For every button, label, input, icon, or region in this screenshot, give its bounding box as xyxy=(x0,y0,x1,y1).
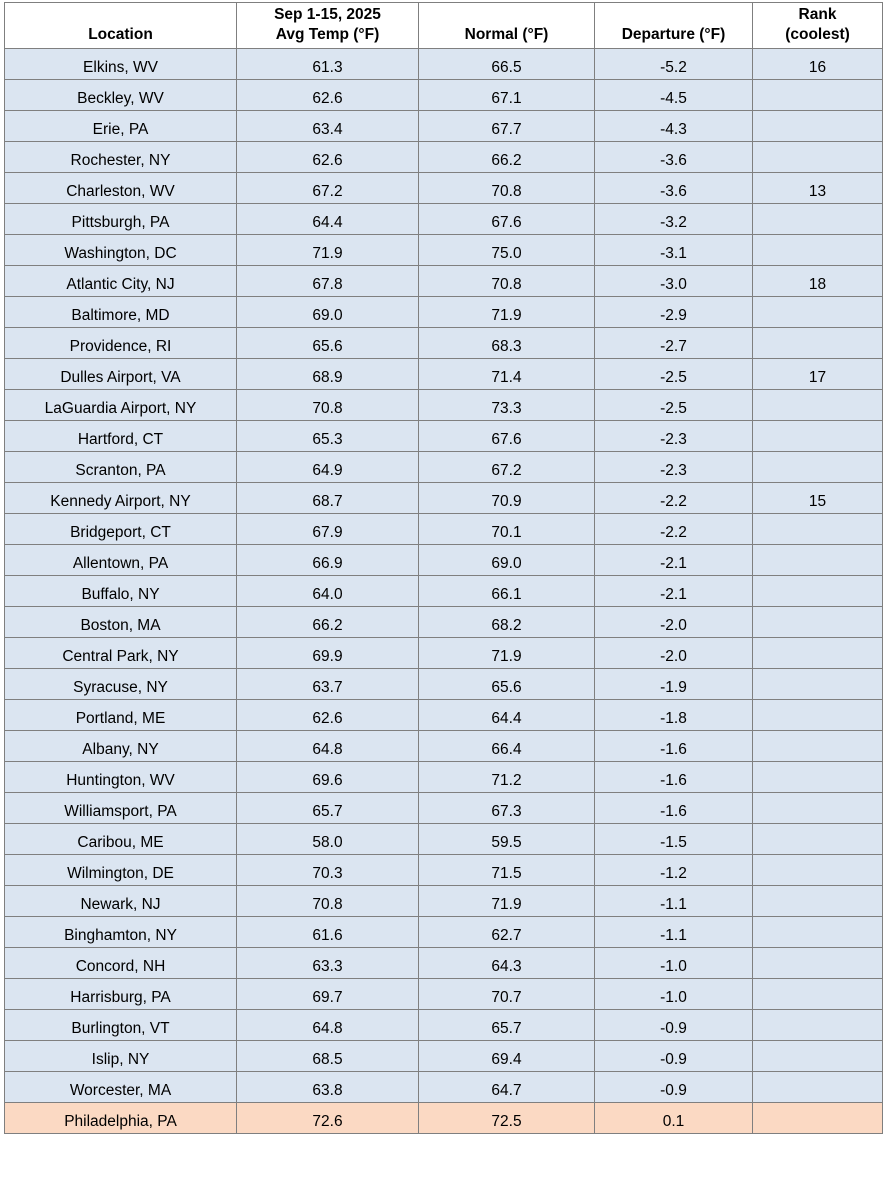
cell-avg-temp[interactable]: 65.7 xyxy=(237,792,419,823)
cell-rank[interactable] xyxy=(753,327,883,358)
cell-normal[interactable]: 59.5 xyxy=(419,823,595,854)
cell-departure[interactable]: 0.1 xyxy=(595,1102,753,1133)
cell-avg-temp[interactable]: 64.8 xyxy=(237,1009,419,1040)
cell-departure[interactable]: -3.0 xyxy=(595,265,753,296)
cell-avg-temp[interactable]: 62.6 xyxy=(237,79,419,110)
table-row[interactable] xyxy=(5,48,883,79)
cell-normal[interactable]: 70.8 xyxy=(419,265,595,296)
table-row[interactable] xyxy=(5,978,883,1009)
cell-normal[interactable]: 65.7 xyxy=(419,1009,595,1040)
table-row[interactable] xyxy=(5,79,883,110)
table-row[interactable] xyxy=(5,1102,883,1133)
column-header-avg-temp[interactable] xyxy=(237,3,419,49)
cell-location[interactable]: Washington, DC xyxy=(5,234,237,265)
cell-avg-temp[interactable]: 63.3 xyxy=(237,947,419,978)
column-header-departure[interactable] xyxy=(595,3,753,49)
cell-location[interactable]: Philadelphia, PA xyxy=(5,1102,237,1133)
cell-location[interactable]: Bridgeport, CT xyxy=(5,513,237,544)
cell-rank[interactable] xyxy=(753,1040,883,1071)
column-header-rank[interactable] xyxy=(753,3,883,49)
cell-rank[interactable] xyxy=(753,761,883,792)
cell-avg-temp[interactable]: 68.7 xyxy=(237,482,419,513)
column-header-line xyxy=(598,5,749,25)
cell-departure[interactable]: -1.9 xyxy=(595,668,753,699)
cell-departure[interactable]: -2.3 xyxy=(595,420,753,451)
cell-departure[interactable]: -0.9 xyxy=(595,1040,753,1071)
cell-location[interactable]: Burlington, VT xyxy=(5,1009,237,1040)
cell-avg-temp[interactable]: 64.8 xyxy=(237,730,419,761)
cell-departure[interactable]: -3.6 xyxy=(595,172,753,203)
cell-departure[interactable]: -1.1 xyxy=(595,885,753,916)
table-row[interactable] xyxy=(5,668,883,699)
cell-rank[interactable] xyxy=(753,203,883,234)
table-row[interactable] xyxy=(5,575,883,606)
cell-rank[interactable] xyxy=(753,668,883,699)
cell-normal[interactable]: 72.5 xyxy=(419,1102,595,1133)
cell-location[interactable]: Worcester, MA xyxy=(5,1071,237,1102)
cell-avg-temp[interactable]: 65.3 xyxy=(237,420,419,451)
cell-normal[interactable]: 67.6 xyxy=(419,203,595,234)
column-header-line xyxy=(8,5,233,25)
table-row[interactable] xyxy=(5,792,883,823)
column-header-line: Normal (°F) xyxy=(464,26,549,44)
cell-departure[interactable]: -2.2 xyxy=(595,513,753,544)
cell-avg-temp[interactable]: 61.6 xyxy=(237,916,419,947)
cell-location[interactable]: Hartford, CT xyxy=(5,420,237,451)
cell-normal[interactable]: 69.4 xyxy=(419,1040,595,1071)
cell-avg-temp[interactable]: 70.3 xyxy=(237,854,419,885)
cell-location[interactable]: Atlantic City, NJ xyxy=(5,265,237,296)
cell-avg-temp[interactable]: 68.5 xyxy=(237,1040,419,1071)
cell-normal[interactable]: 64.3 xyxy=(419,947,595,978)
cell-departure[interactable]: -3.1 xyxy=(595,234,753,265)
cell-avg-temp[interactable]: 72.6 xyxy=(237,1102,419,1133)
table-row[interactable] xyxy=(5,854,883,885)
table-row[interactable] xyxy=(5,482,883,513)
cell-departure[interactable]: -2.2 xyxy=(595,482,753,513)
cell-normal[interactable]: 71.9 xyxy=(419,296,595,327)
table-row[interactable] xyxy=(5,513,883,544)
column-header-line: Rank xyxy=(798,6,837,23)
cell-location[interactable]: Huntington, WV xyxy=(5,761,237,792)
cell-rank[interactable]: 13 xyxy=(753,172,883,203)
cell-departure[interactable]: -1.0 xyxy=(595,978,753,1009)
cell-departure[interactable]: -2.0 xyxy=(595,637,753,668)
cell-avg-temp[interactable]: 69.7 xyxy=(237,978,419,1009)
cell-location[interactable]: Erie, PA xyxy=(5,110,237,141)
cell-location[interactable]: LaGuardia Airport, NY xyxy=(5,389,237,420)
cell-avg-temp[interactable]: 64.9 xyxy=(237,451,419,482)
cell-rank[interactable] xyxy=(753,916,883,947)
cell-normal[interactable]: 70.7 xyxy=(419,978,595,1009)
cell-rank[interactable] xyxy=(753,792,883,823)
cell-rank[interactable] xyxy=(753,110,883,141)
cell-avg-temp[interactable]: 62.6 xyxy=(237,699,419,730)
cell-rank[interactable] xyxy=(753,947,883,978)
table-row[interactable] xyxy=(5,916,883,947)
cell-rank[interactable] xyxy=(753,575,883,606)
cell-departure[interactable]: -1.1 xyxy=(595,916,753,947)
cell-rank[interactable] xyxy=(753,389,883,420)
column-header-line: Location xyxy=(88,26,153,44)
cell-location[interactable]: Kennedy Airport, NY xyxy=(5,482,237,513)
table-body xyxy=(5,48,883,1133)
cell-normal[interactable]: 70.1 xyxy=(419,513,595,544)
cell-rank[interactable]: 17 xyxy=(753,358,883,389)
cell-departure[interactable]: -2.1 xyxy=(595,544,753,575)
cell-normal[interactable]: 66.1 xyxy=(419,575,595,606)
cell-avg-temp[interactable]: 70.8 xyxy=(237,389,419,420)
cell-normal[interactable]: 69.0 xyxy=(419,544,595,575)
table-row[interactable] xyxy=(5,451,883,482)
cell-location[interactable]: Newark, NJ xyxy=(5,885,237,916)
cell-location[interactable]: Syracuse, NY xyxy=(5,668,237,699)
cell-normal[interactable]: 64.7 xyxy=(419,1071,595,1102)
table-row[interactable] xyxy=(5,761,883,792)
cell-normal[interactable]: 64.4 xyxy=(419,699,595,730)
table-row[interactable] xyxy=(5,358,883,389)
cell-departure[interactable]: -2.7 xyxy=(595,327,753,358)
cell-normal[interactable]: 62.7 xyxy=(419,916,595,947)
cell-avg-temp[interactable]: 62.6 xyxy=(237,141,419,172)
cell-departure[interactable]: -1.0 xyxy=(595,947,753,978)
cell-rank[interactable] xyxy=(753,730,883,761)
cell-normal[interactable]: 70.9 xyxy=(419,482,595,513)
cell-departure[interactable]: -4.5 xyxy=(595,79,753,110)
cell-avg-temp[interactable]: 63.8 xyxy=(237,1071,419,1102)
cell-rank[interactable] xyxy=(753,1071,883,1102)
cell-rank[interactable] xyxy=(753,885,883,916)
cell-departure[interactable]: -2.5 xyxy=(595,389,753,420)
cell-avg-temp[interactable]: 70.8 xyxy=(237,885,419,916)
cell-location[interactable]: Pittsburgh, PA xyxy=(5,203,237,234)
cell-normal[interactable]: 67.6 xyxy=(419,420,595,451)
cell-avg-temp[interactable]: 63.7 xyxy=(237,668,419,699)
temperature-table xyxy=(4,2,883,1134)
cell-avg-temp[interactable]: 67.2 xyxy=(237,172,419,203)
cell-avg-temp[interactable]: 67.8 xyxy=(237,265,419,296)
column-header-normal[interactable] xyxy=(419,3,595,49)
table-row[interactable] xyxy=(5,296,883,327)
table-row[interactable] xyxy=(5,544,883,575)
cell-location[interactable]: Concord, NH xyxy=(5,947,237,978)
cell-departure[interactable]: -2.9 xyxy=(595,296,753,327)
cell-avg-temp[interactable]: 64.0 xyxy=(237,575,419,606)
cell-rank[interactable] xyxy=(753,606,883,637)
cell-normal[interactable]: 68.2 xyxy=(419,606,595,637)
cell-rank[interactable] xyxy=(753,234,883,265)
cell-location[interactable]: Portland, ME xyxy=(5,699,237,730)
cell-location[interactable]: Islip, NY xyxy=(5,1040,237,1071)
cell-location[interactable]: Central Park, NY xyxy=(5,637,237,668)
cell-rank[interactable] xyxy=(753,544,883,575)
cell-rank[interactable]: 15 xyxy=(753,482,883,513)
cell-location[interactable]: Boston, MA xyxy=(5,606,237,637)
cell-rank[interactable] xyxy=(753,296,883,327)
table-row[interactable] xyxy=(5,699,883,730)
cell-normal[interactable]: 67.2 xyxy=(419,451,595,482)
cell-avg-temp[interactable]: 69.6 xyxy=(237,761,419,792)
cell-departure[interactable]: -2.0 xyxy=(595,606,753,637)
cell-avg-temp[interactable]: 68.9 xyxy=(237,358,419,389)
cell-normal[interactable]: 71.5 xyxy=(419,854,595,885)
cell-location[interactable]: Albany, NY xyxy=(5,730,237,761)
cell-normal[interactable]: 71.4 xyxy=(419,358,595,389)
cell-avg-temp[interactable]: 69.0 xyxy=(237,296,419,327)
cell-departure[interactable]: -0.9 xyxy=(595,1009,753,1040)
cell-location[interactable]: Williamsport, PA xyxy=(5,792,237,823)
table-row[interactable] xyxy=(5,823,883,854)
cell-avg-temp[interactable]: 66.2 xyxy=(237,606,419,637)
cell-avg-temp[interactable]: 58.0 xyxy=(237,823,419,854)
cell-normal[interactable]: 65.6 xyxy=(419,668,595,699)
cell-departure[interactable]: -1.6 xyxy=(595,730,753,761)
cell-normal[interactable]: 66.5 xyxy=(419,48,595,79)
cell-departure[interactable]: -2.5 xyxy=(595,358,753,389)
table-row[interactable] xyxy=(5,637,883,668)
table-row[interactable] xyxy=(5,730,883,761)
cell-rank[interactable] xyxy=(753,637,883,668)
cell-departure[interactable]: -1.6 xyxy=(595,792,753,823)
table-row[interactable] xyxy=(5,947,883,978)
cell-departure[interactable]: -1.8 xyxy=(595,699,753,730)
cell-rank[interactable] xyxy=(753,854,883,885)
table-row[interactable] xyxy=(5,389,883,420)
table-row[interactable] xyxy=(5,110,883,141)
cell-location[interactable]: Baltimore, MD xyxy=(5,296,237,327)
cell-location[interactable]: Providence, RI xyxy=(5,327,237,358)
cell-rank[interactable]: 16 xyxy=(753,48,883,79)
cell-normal[interactable]: 66.2 xyxy=(419,141,595,172)
cell-location[interactable]: Rochester, NY xyxy=(5,141,237,172)
cell-rank[interactable] xyxy=(753,823,883,854)
cell-location[interactable]: Elkins, WV xyxy=(5,48,237,79)
cell-avg-temp[interactable]: 66.9 xyxy=(237,544,419,575)
table-row[interactable] xyxy=(5,885,883,916)
cell-departure[interactable]: -1.6 xyxy=(595,761,753,792)
column-header-line: Sep 1-15, 2025 xyxy=(274,6,381,23)
cell-normal[interactable]: 71.9 xyxy=(419,637,595,668)
table-row[interactable] xyxy=(5,1040,883,1071)
column-header-line: Avg Temp (°F) xyxy=(275,26,380,44)
header-row xyxy=(5,3,883,49)
cell-normal[interactable]: 75.0 xyxy=(419,234,595,265)
cell-avg-temp[interactable]: 61.3 xyxy=(237,48,419,79)
cell-location[interactable]: Dulles Airport, VA xyxy=(5,358,237,389)
column-header-location[interactable] xyxy=(5,3,237,49)
cell-departure[interactable]: -1.5 xyxy=(595,823,753,854)
cell-location[interactable]: Allentown, PA xyxy=(5,544,237,575)
cell-normal[interactable]: 73.3 xyxy=(419,389,595,420)
cell-location[interactable]: Caribou, ME xyxy=(5,823,237,854)
cell-rank[interactable] xyxy=(753,451,883,482)
cell-avg-temp[interactable]: 65.6 xyxy=(237,327,419,358)
cell-location[interactable]: Buffalo, NY xyxy=(5,575,237,606)
table-row[interactable] xyxy=(5,1009,883,1040)
table-row[interactable] xyxy=(5,265,883,296)
cell-location[interactable]: Charleston, WV xyxy=(5,172,237,203)
cell-rank[interactable]: 18 xyxy=(753,265,883,296)
cell-normal[interactable]: 71.9 xyxy=(419,885,595,916)
cell-normal[interactable]: 70.8 xyxy=(419,172,595,203)
cell-avg-temp[interactable]: 67.9 xyxy=(237,513,419,544)
cell-departure[interactable]: -3.2 xyxy=(595,203,753,234)
table-row[interactable] xyxy=(5,234,883,265)
cell-normal[interactable]: 67.3 xyxy=(419,792,595,823)
table-row[interactable] xyxy=(5,327,883,358)
cell-normal[interactable]: 67.1 xyxy=(419,79,595,110)
cell-rank[interactable] xyxy=(753,79,883,110)
cell-normal[interactable]: 66.4 xyxy=(419,730,595,761)
cell-avg-temp[interactable]: 69.9 xyxy=(237,637,419,668)
column-header-line: (coolest) xyxy=(785,26,850,44)
cell-rank[interactable] xyxy=(753,513,883,544)
column-header-line xyxy=(422,5,591,25)
cell-departure[interactable]: -3.6 xyxy=(595,141,753,172)
cell-normal[interactable]: 68.3 xyxy=(419,327,595,358)
cell-departure[interactable]: -2.3 xyxy=(595,451,753,482)
cell-rank[interactable] xyxy=(753,978,883,1009)
cell-departure[interactable]: -1.2 xyxy=(595,854,753,885)
cell-normal[interactable]: 71.2 xyxy=(419,761,595,792)
cell-location[interactable]: Scranton, PA xyxy=(5,451,237,482)
cell-rank[interactable] xyxy=(753,1102,883,1133)
cell-location[interactable]: Harrisburg, PA xyxy=(5,978,237,1009)
cell-location[interactable]: Beckley, WV xyxy=(5,79,237,110)
table-row[interactable] xyxy=(5,420,883,451)
table-row[interactable] xyxy=(5,172,883,203)
cell-avg-temp[interactable]: 64.4 xyxy=(237,203,419,234)
cell-rank[interactable] xyxy=(753,699,883,730)
cell-rank[interactable] xyxy=(753,420,883,451)
cell-location[interactable]: Binghamton, NY xyxy=(5,916,237,947)
cell-location[interactable]: Wilmington, DE xyxy=(5,854,237,885)
cell-departure[interactable]: -0.9 xyxy=(595,1071,753,1102)
cell-departure[interactable]: -4.3 xyxy=(595,110,753,141)
table-row[interactable] xyxy=(5,606,883,637)
column-header-line: Departure (°F) xyxy=(621,26,726,44)
cell-rank[interactable] xyxy=(753,1009,883,1040)
table-row[interactable] xyxy=(5,203,883,234)
cell-avg-temp[interactable]: 63.4 xyxy=(237,110,419,141)
table-row[interactable] xyxy=(5,141,883,172)
cell-departure[interactable]: -2.1 xyxy=(595,575,753,606)
cell-normal[interactable]: 67.7 xyxy=(419,110,595,141)
cell-avg-temp[interactable]: 71.9 xyxy=(237,234,419,265)
cell-departure[interactable]: -5.2 xyxy=(595,48,753,79)
cell-rank[interactable] xyxy=(753,141,883,172)
table-row[interactable] xyxy=(5,1071,883,1102)
table-header xyxy=(5,3,883,49)
